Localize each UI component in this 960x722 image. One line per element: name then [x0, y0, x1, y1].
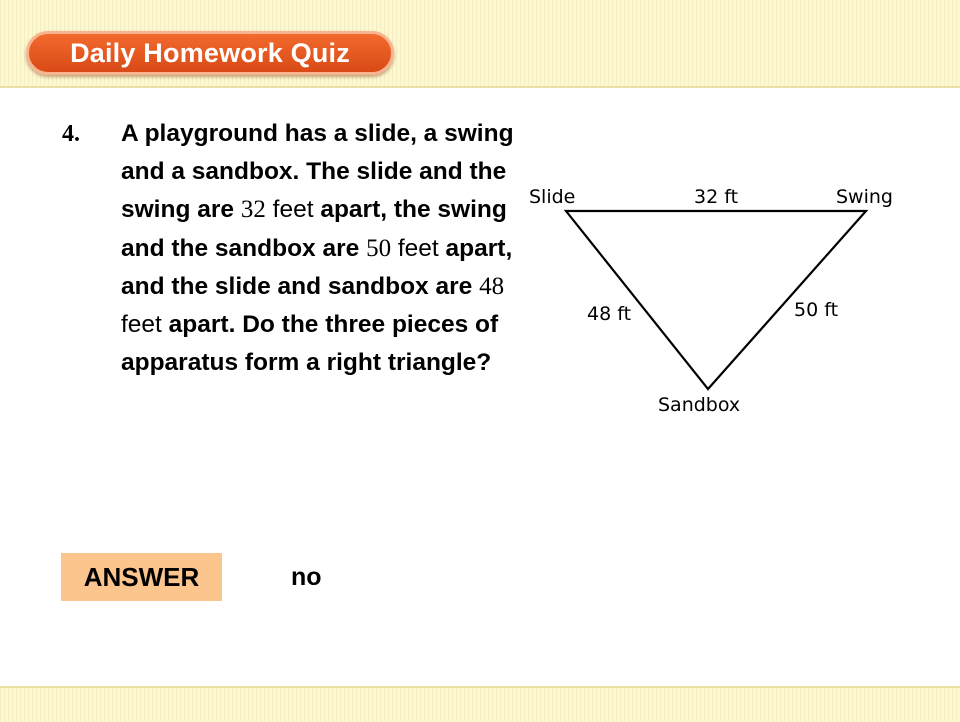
- quiz-title-badge: Daily Homework Quiz: [26, 31, 394, 75]
- question-segment: 32: [240, 196, 266, 224]
- side-label-slide-swing: 32 ft: [694, 186, 739, 208]
- footer-band: [0, 686, 960, 722]
- question-segment: A playground has a slide, a swing and a sandbox. The slide and the swing are: [121, 120, 514, 224]
- question-segment: apart, the swing and the sandbox are: [121, 196, 507, 262]
- question-segment: apart. Do the three pieces of apparatus form a right triangle?: [121, 311, 499, 377]
- vertex-label-swing: Swing: [836, 186, 893, 208]
- answer-label: ANSWER: [61, 553, 222, 601]
- question-segment: feet: [121, 311, 162, 339]
- question-segment: feet: [265, 196, 314, 224]
- question-segment: feet: [391, 234, 439, 262]
- vertex-label-sandbox: Sandbox: [658, 394, 741, 416]
- answer-value: no: [291, 563, 322, 591]
- question-segment: 50: [366, 234, 392, 262]
- question-segment: 48: [479, 272, 505, 300]
- question-number: 4.: [62, 121, 80, 147]
- question-segment: apart, and the slide and sandbox are: [121, 234, 513, 300]
- side-label-slide-sandbox: 48 ft: [587, 303, 632, 325]
- vertex-label-slide: Slide: [529, 186, 576, 208]
- side-label-swing-sandbox: 50 ft: [794, 299, 839, 321]
